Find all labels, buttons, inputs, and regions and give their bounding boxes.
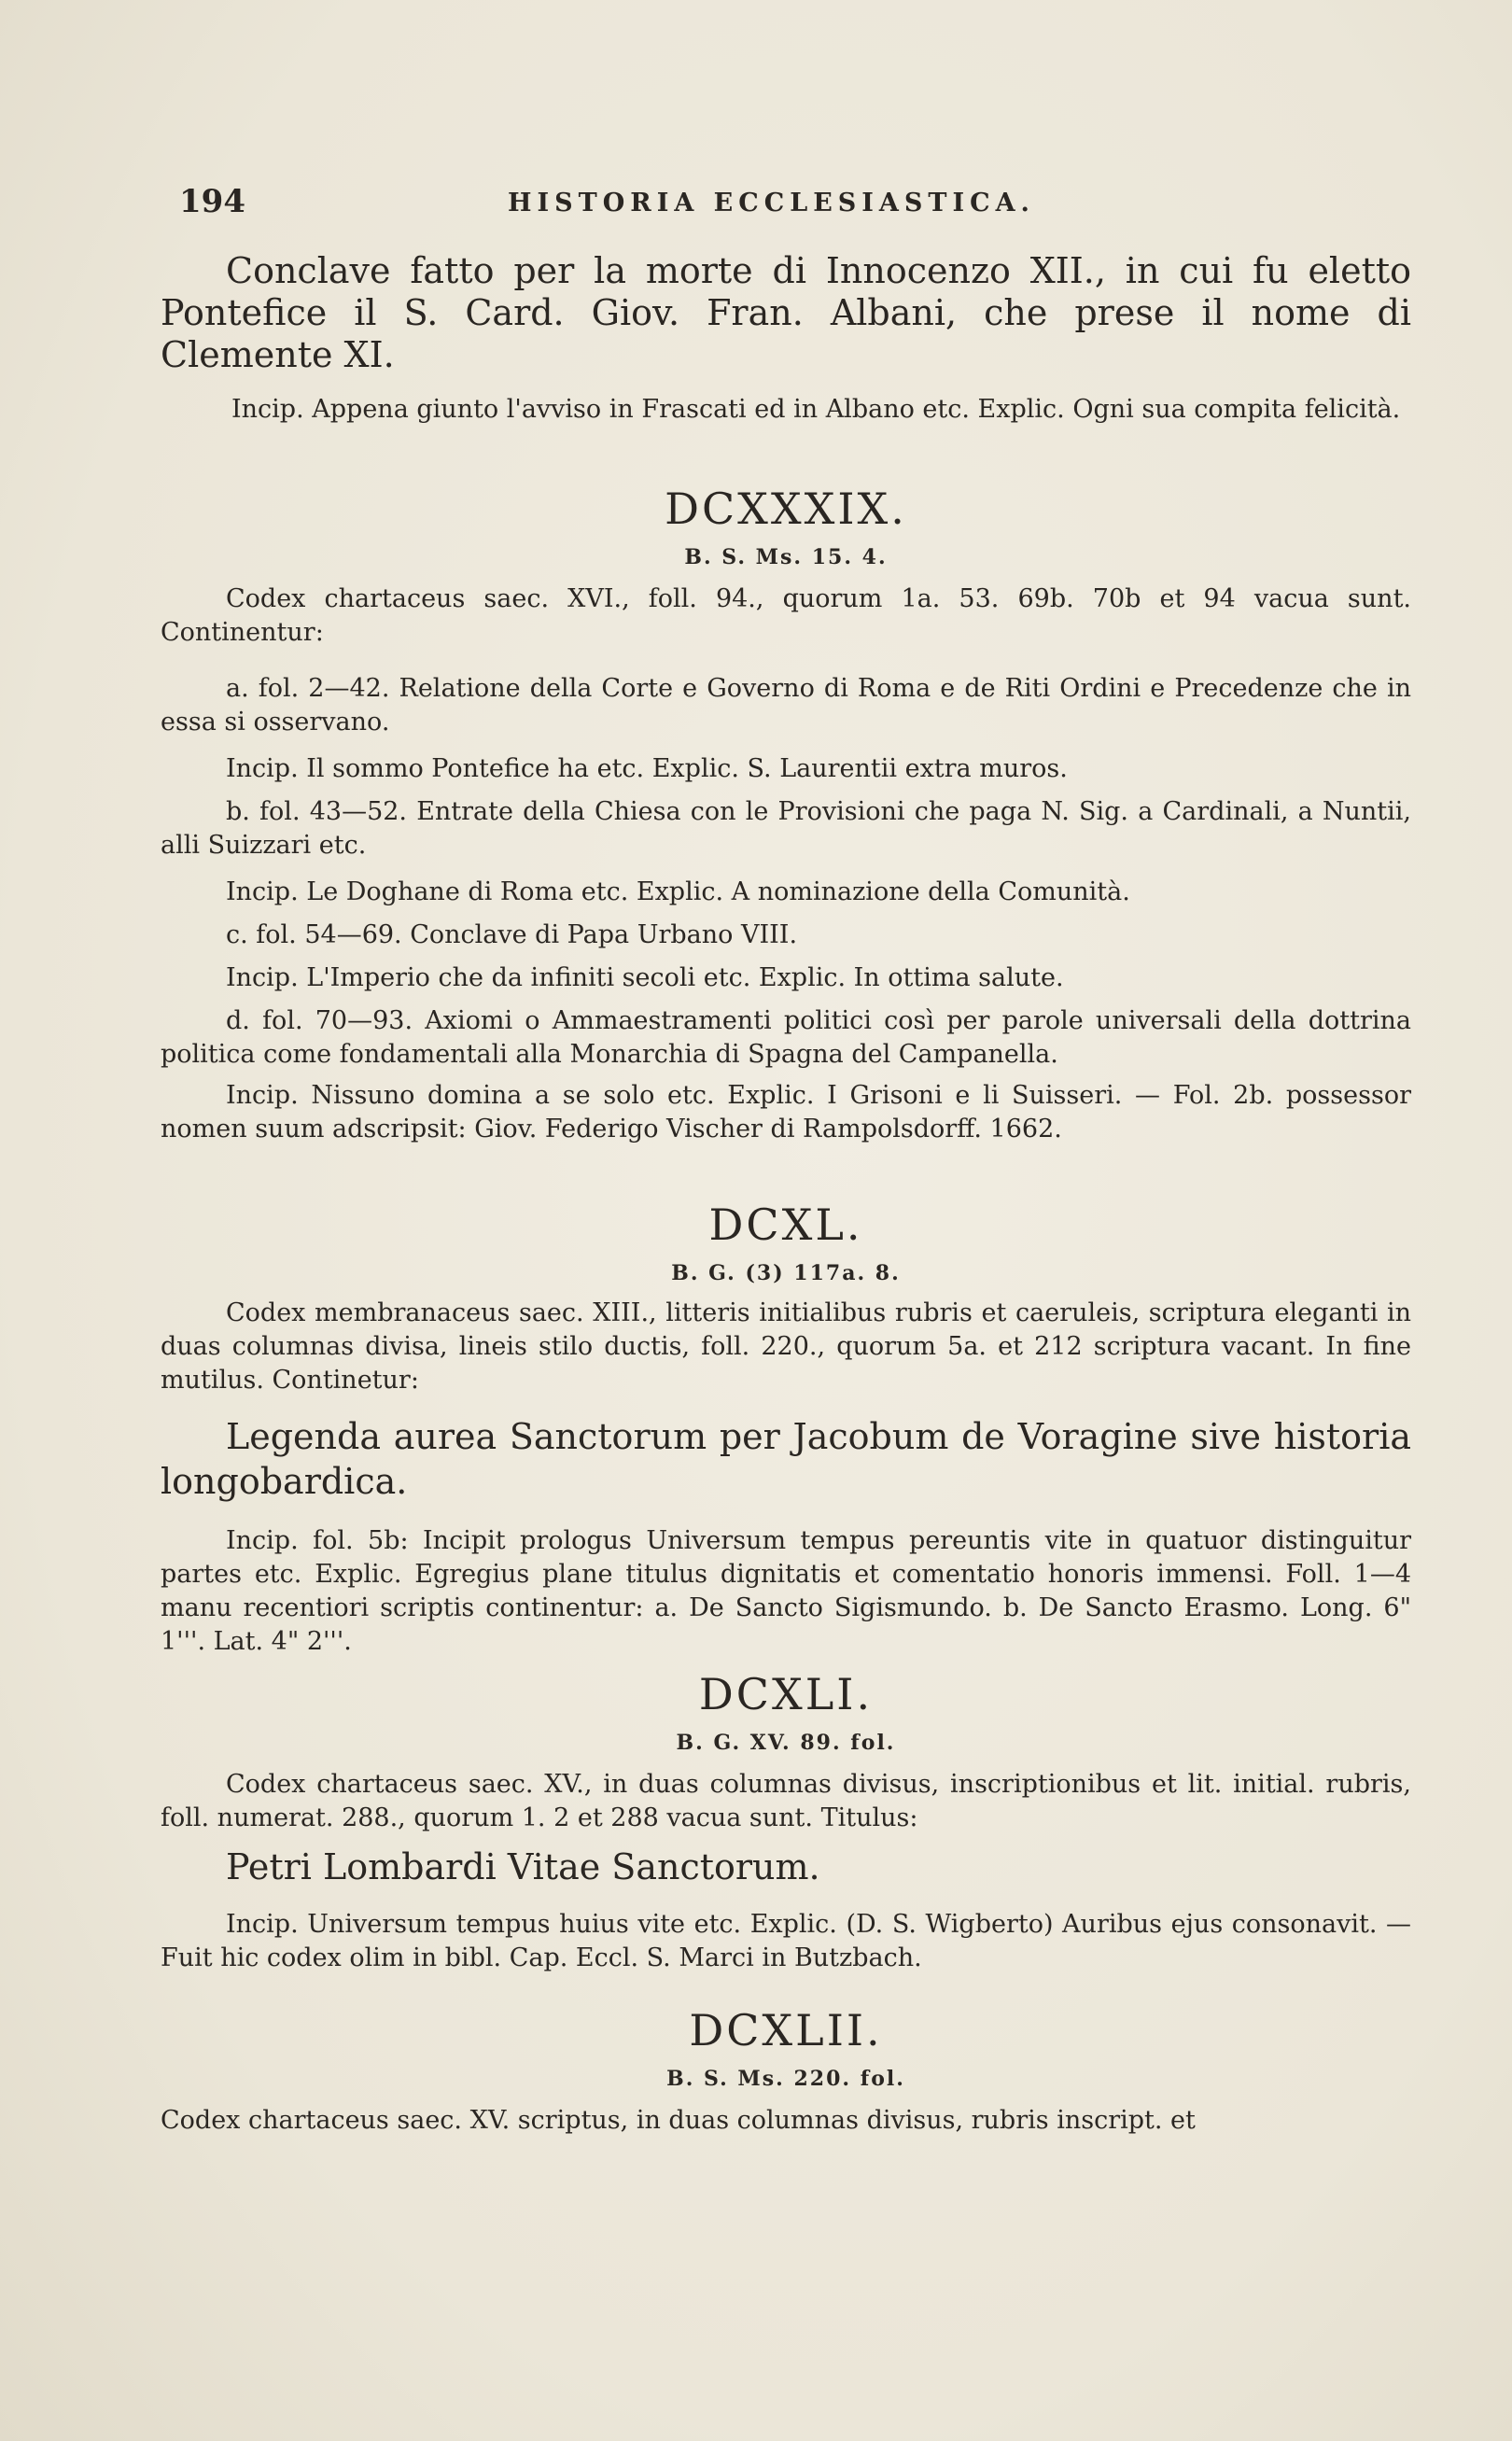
entry-heading: DCXLII. [689, 2005, 883, 2055]
codex-description: Codex chartaceus saec. XV. scriptus, in duas columnas divisus, rubris inscript. et [161, 2106, 1196, 2135]
entry-641 [161, 1669, 1411, 1975]
item-b: b. fol. 43—52. Entrate della Chiesa con le Provisioni che paga N. Sig. a Cardinali, a Nuntii, alli Suizzari etc. [161, 797, 1411, 860]
incipit-explicit: Incip. fol. 5b: Incipit prologus Universum tempus pereuntis vite in quatuor distinguitur partes etc. Explic. Egregius plane titulus dignitatis et comentatio honoris immensi. Foll. 1—4 manu recentiori scriptis continentur: a. De Sancto Sigismundo. b. De Sancto Erasmo. Long. 6" 1'''. Lat. 4" 2'''. [161, 1526, 1411, 1656]
intro-title: Conclave fatto per la morte di Innocenzo XII., in cui fu eletto Pontefice il S. Card. Giov. Fran. Albani, che prese il nome di Clemente XI. [161, 250, 1411, 375]
codex-description: Codex chartaceus saec. XVI., foll. 94., quorum 1a. 53. 69b. 70b et 94 vacua sunt. Continentur: [161, 584, 1411, 647]
page-number: 194 [179, 183, 245, 220]
intro-entry [161, 250, 1411, 427]
entry-heading: DCXL. [708, 1199, 863, 1250]
shelfmark: B. S. Ms. 15. 4. [684, 545, 888, 569]
entry-640 [161, 1199, 1411, 1659]
intro-incip: Incip. Appena giunto l'avviso in Frascati ed in Albano etc. Explic. Ogni sua compita felicità. [231, 395, 1401, 424]
codex-description: Codex chartaceus saec. XV., in duas columnas divisus, inscriptionibus et lit. initial. rubris, foll. numerat. 288., quorum 1. 2 et 288 vacua sunt. Titulus: [161, 1770, 1411, 1832]
item-b-incip: Incip. Le Doghane di Roma etc. Explic. A nominazione della Comunità. [226, 877, 1130, 906]
shelfmark: B. G. XV. 89. fol. [676, 1731, 896, 1755]
item-c-incip: Incip. L'Imperio che da infiniti secoli etc. Explic. In ottima salute. [226, 963, 1064, 992]
running-title: HISTORIA ECCLESIASTICA. [508, 189, 1035, 217]
item-c: c. fol. 54—69. Conclave di Papa Urbano VIII. [226, 920, 798, 949]
item-d: d. fol. 70—93. Axiomi o Ammaestramenti politici così per parole universali della dottrina politica come fondamentali alla Monarchia di Spagna del Campanella. [161, 1006, 1411, 1069]
entry-heading: DCXXXIX. [665, 484, 907, 534]
shelfmark: B. S. Ms. 220. fol. [666, 2067, 905, 2091]
entry-639 [161, 484, 1411, 1146]
entry-heading: DCXLI. [698, 1669, 874, 1719]
incipit-explicit: Incip. Universum tempus huius vite etc. Explic. (D. S. Wigberto) Auribus ejus consonavit. — Fuit hic codex olim in bibl. Cap. Eccl. S. Marci in Butzbach. [161, 1910, 1411, 1972]
codex-description: Codex membranaceus saec. XIII., litteris initialibus rubris et caeruleis, scriptura eleganti in duas columnas divisa, lineis stilo ductis, foll. 220., quorum 5a. et 212 scriptura vacant. In fine mutilus. Continetur: [161, 1298, 1411, 1395]
shelfmark: B. G. (3) 117a. 8. [671, 1261, 901, 1285]
item-a-incip: Incip. Il sommo Pontefice ha etc. Explic. S. Laurentii extra muros. [226, 754, 1068, 783]
item-d-incip: Incip. Nissuno domina a se solo etc. Explic. I Grisoni e li Suisseri. — Fol. 2b. possessor nomen suum adscripsit: Giov. Federigo Vischer di Rampolsdorff. 1662. [161, 1081, 1411, 1143]
entry-642 [161, 2005, 1411, 2138]
work-title: Petri Lombardi Vitae Sanctorum. [226, 1846, 820, 1887]
page-header [179, 183, 1113, 230]
item-a: a. fol. 2—42. Relatione della Corte e Governo di Roma e de Riti Ordini e Precedenze che in essa si osservano. [161, 674, 1411, 737]
work-title: Legenda aurea Sanctorum per Jacobum de Voragine sive historia longobardica. [161, 1416, 1411, 1502]
